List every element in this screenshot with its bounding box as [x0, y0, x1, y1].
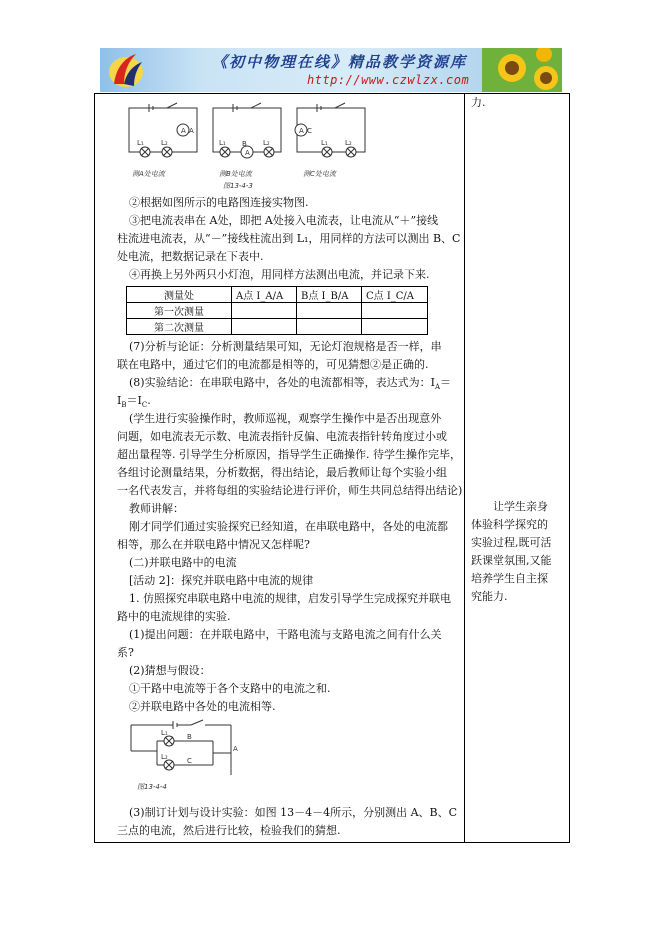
side-note-line: 让学生亲身 [493, 500, 548, 513]
content-line: (2)猜想与假设： [129, 664, 211, 677]
side-note-line: 体验科学探究的 [471, 518, 548, 531]
table-header-row [127, 287, 428, 303]
figure1-caption: 图13-4-3 [223, 182, 253, 190]
content-line: (1)提出问题：在并联电路中，干路电流与支路电流之间有什么关 [129, 628, 442, 641]
figure1-label-b: 测B处电流 [219, 170, 252, 178]
banner-url[interactable]: http://www.czwlzx.com [307, 73, 470, 87]
content-line: 系? [117, 646, 134, 659]
content-line: 柱流进电流表，从“－”接线柱流出到 L₁，用同样的方法可以测出 B、C [117, 232, 461, 245]
content-line: (7)分析与论证：分析测量结果可知，无论灯泡规格是否一样，串 [129, 340, 442, 353]
table-row [127, 303, 428, 319]
table-cell [362, 319, 428, 335]
site-banner [100, 48, 562, 92]
svg-text:L₁: L₁ [161, 729, 168, 737]
content-line: (学生进行实验操作时，教师巡视，观察学生操作中是否出现意外 [129, 412, 442, 425]
side-note-top: 力. [471, 96, 486, 109]
circuit-measure-c [295, 103, 365, 157]
svg-text:L₂: L₂ [345, 139, 352, 147]
svg-text:A: A [299, 127, 304, 135]
side-note-line: 跃课堂氛围,又能 [471, 554, 552, 567]
parallel-circuit-figure [127, 717, 239, 795]
svg-text:C: C [187, 757, 192, 765]
side-note-line: 培养学生自主探 [471, 572, 548, 585]
table-cell [297, 303, 362, 319]
svg-text:A: A [245, 149, 250, 157]
content-line: 处电流，把数据记录在下表中. [117, 250, 264, 263]
content-line: 联在电路中，通过它们的电流都是相等的，可见猜想②是正确的. [117, 358, 429, 371]
lesson-table [94, 93, 570, 843]
text-span: ＝I [126, 394, 142, 407]
svg-text:A: A [189, 127, 194, 135]
content-line: 相等，那么在并联电路中情况又怎样呢? [117, 538, 310, 551]
svg-text:L₂: L₂ [161, 139, 168, 147]
subscript: B [121, 401, 127, 410]
subscript: C [141, 401, 148, 410]
table-cell [232, 319, 297, 335]
svg-text:A: A [181, 127, 186, 135]
design-intent-column [465, 94, 570, 842]
content-line: 1. 仿照探究串联电路中电流的规律，启发引导学生完成探究并联电 [129, 592, 451, 605]
content-line: ④再换上另外两只小灯泡，用同样方法测出电流，并记录下来. [129, 268, 430, 281]
content-line: 一名代表发言，并将每组的实验结论进行评价，师生共同总结得出结论) [117, 484, 463, 497]
figure2-caption: 图13-4-4 [137, 783, 167, 791]
table-header-cell: C点 I_C/A [362, 287, 428, 303]
measurement-table [126, 286, 428, 335]
table-cell [362, 303, 428, 319]
content-line: 教师讲解： [129, 502, 184, 515]
table-cell: 第一次测量 [127, 303, 232, 319]
svg-text:L₂: L₂ [263, 139, 270, 147]
content-line: ①干路中电流等于各个支路中的电流之和. [129, 682, 331, 695]
figure1-label-a: 测A处电流 [132, 170, 165, 178]
svg-text:B: B [242, 140, 247, 148]
svg-text:L₁: L₁ [137, 139, 144, 147]
text-span: ＝ [440, 376, 451, 389]
figure1-label-c: 测C处电流 [303, 170, 336, 178]
svg-text:B: B [187, 733, 192, 741]
table-header-cell: A点 I_A/A [232, 287, 297, 303]
content-line: 超出量程等. 引导学生分析原因，指导学生正确操作. 待学生操作完毕， [117, 448, 461, 461]
side-note-line: 究能力. [471, 590, 508, 603]
site-logo-icon [106, 50, 146, 90]
sunflower-icon [482, 48, 562, 92]
table-header-cell: B点 I_B/A [297, 287, 362, 303]
table-row [127, 319, 428, 335]
content-line: ②并联电路中各处的电流相等. [129, 700, 276, 713]
series-circuits-figure [127, 100, 371, 190]
section-heading: (二)并联电路中的电流 [129, 556, 237, 569]
circuit-measure-a [129, 103, 197, 157]
side-note-line: 实验过程,既可活 [471, 536, 552, 549]
svg-text:A: A [233, 745, 238, 753]
table-cell: 第二次测量 [127, 319, 232, 335]
content-line: 问题，如电流表无示数、电流表指针反偏、电流表指针转角度过小或 [117, 430, 447, 443]
subscript: A [434, 383, 440, 392]
content-line: ②根据如图所示的电路图连接实物图. [129, 196, 309, 209]
content-line: ③把电流表串在 A处，即把 A处接入电流表，让电流从“＋”接线 [129, 214, 439, 227]
svg-text:C: C [307, 127, 312, 135]
content-line: 三点的电流，然后进行比较，检验我们的猜想. [117, 824, 341, 837]
table-cell [232, 303, 297, 319]
content-line: 路中的电流规律的实验. [117, 610, 231, 623]
svg-text:L₁: L₁ [321, 139, 328, 147]
table-cell [297, 319, 362, 335]
activity-heading: [活动 2]：探究并联电路中电流的规律 [129, 574, 314, 587]
text-span: I [117, 394, 122, 407]
svg-text:L₂: L₂ [161, 753, 168, 761]
content-line: 刚才同学们通过实验探究已经知道，在串联电路中，各处的电流都 [129, 520, 448, 533]
content-line [129, 374, 451, 396]
text-span: (8)实验结论：在串联电路中，各处的电流都相等，表达式为：I [129, 376, 435, 389]
content-line: (3)制订计划与设计实验：如图 13－4－4所示，分别测出 A、B、C [129, 806, 458, 819]
teaching-content-column [95, 94, 464, 842]
banner-title: 《初中物理在线》精品教学资源库 [212, 53, 468, 71]
svg-text:L₁: L₁ [219, 139, 226, 147]
table-header-cell: 测量处 [127, 287, 232, 303]
content-line: 各组讨论测量结果，分析数据，得出结论，最后教师让每个实验小组 [117, 466, 447, 479]
text-span: . [147, 394, 151, 407]
